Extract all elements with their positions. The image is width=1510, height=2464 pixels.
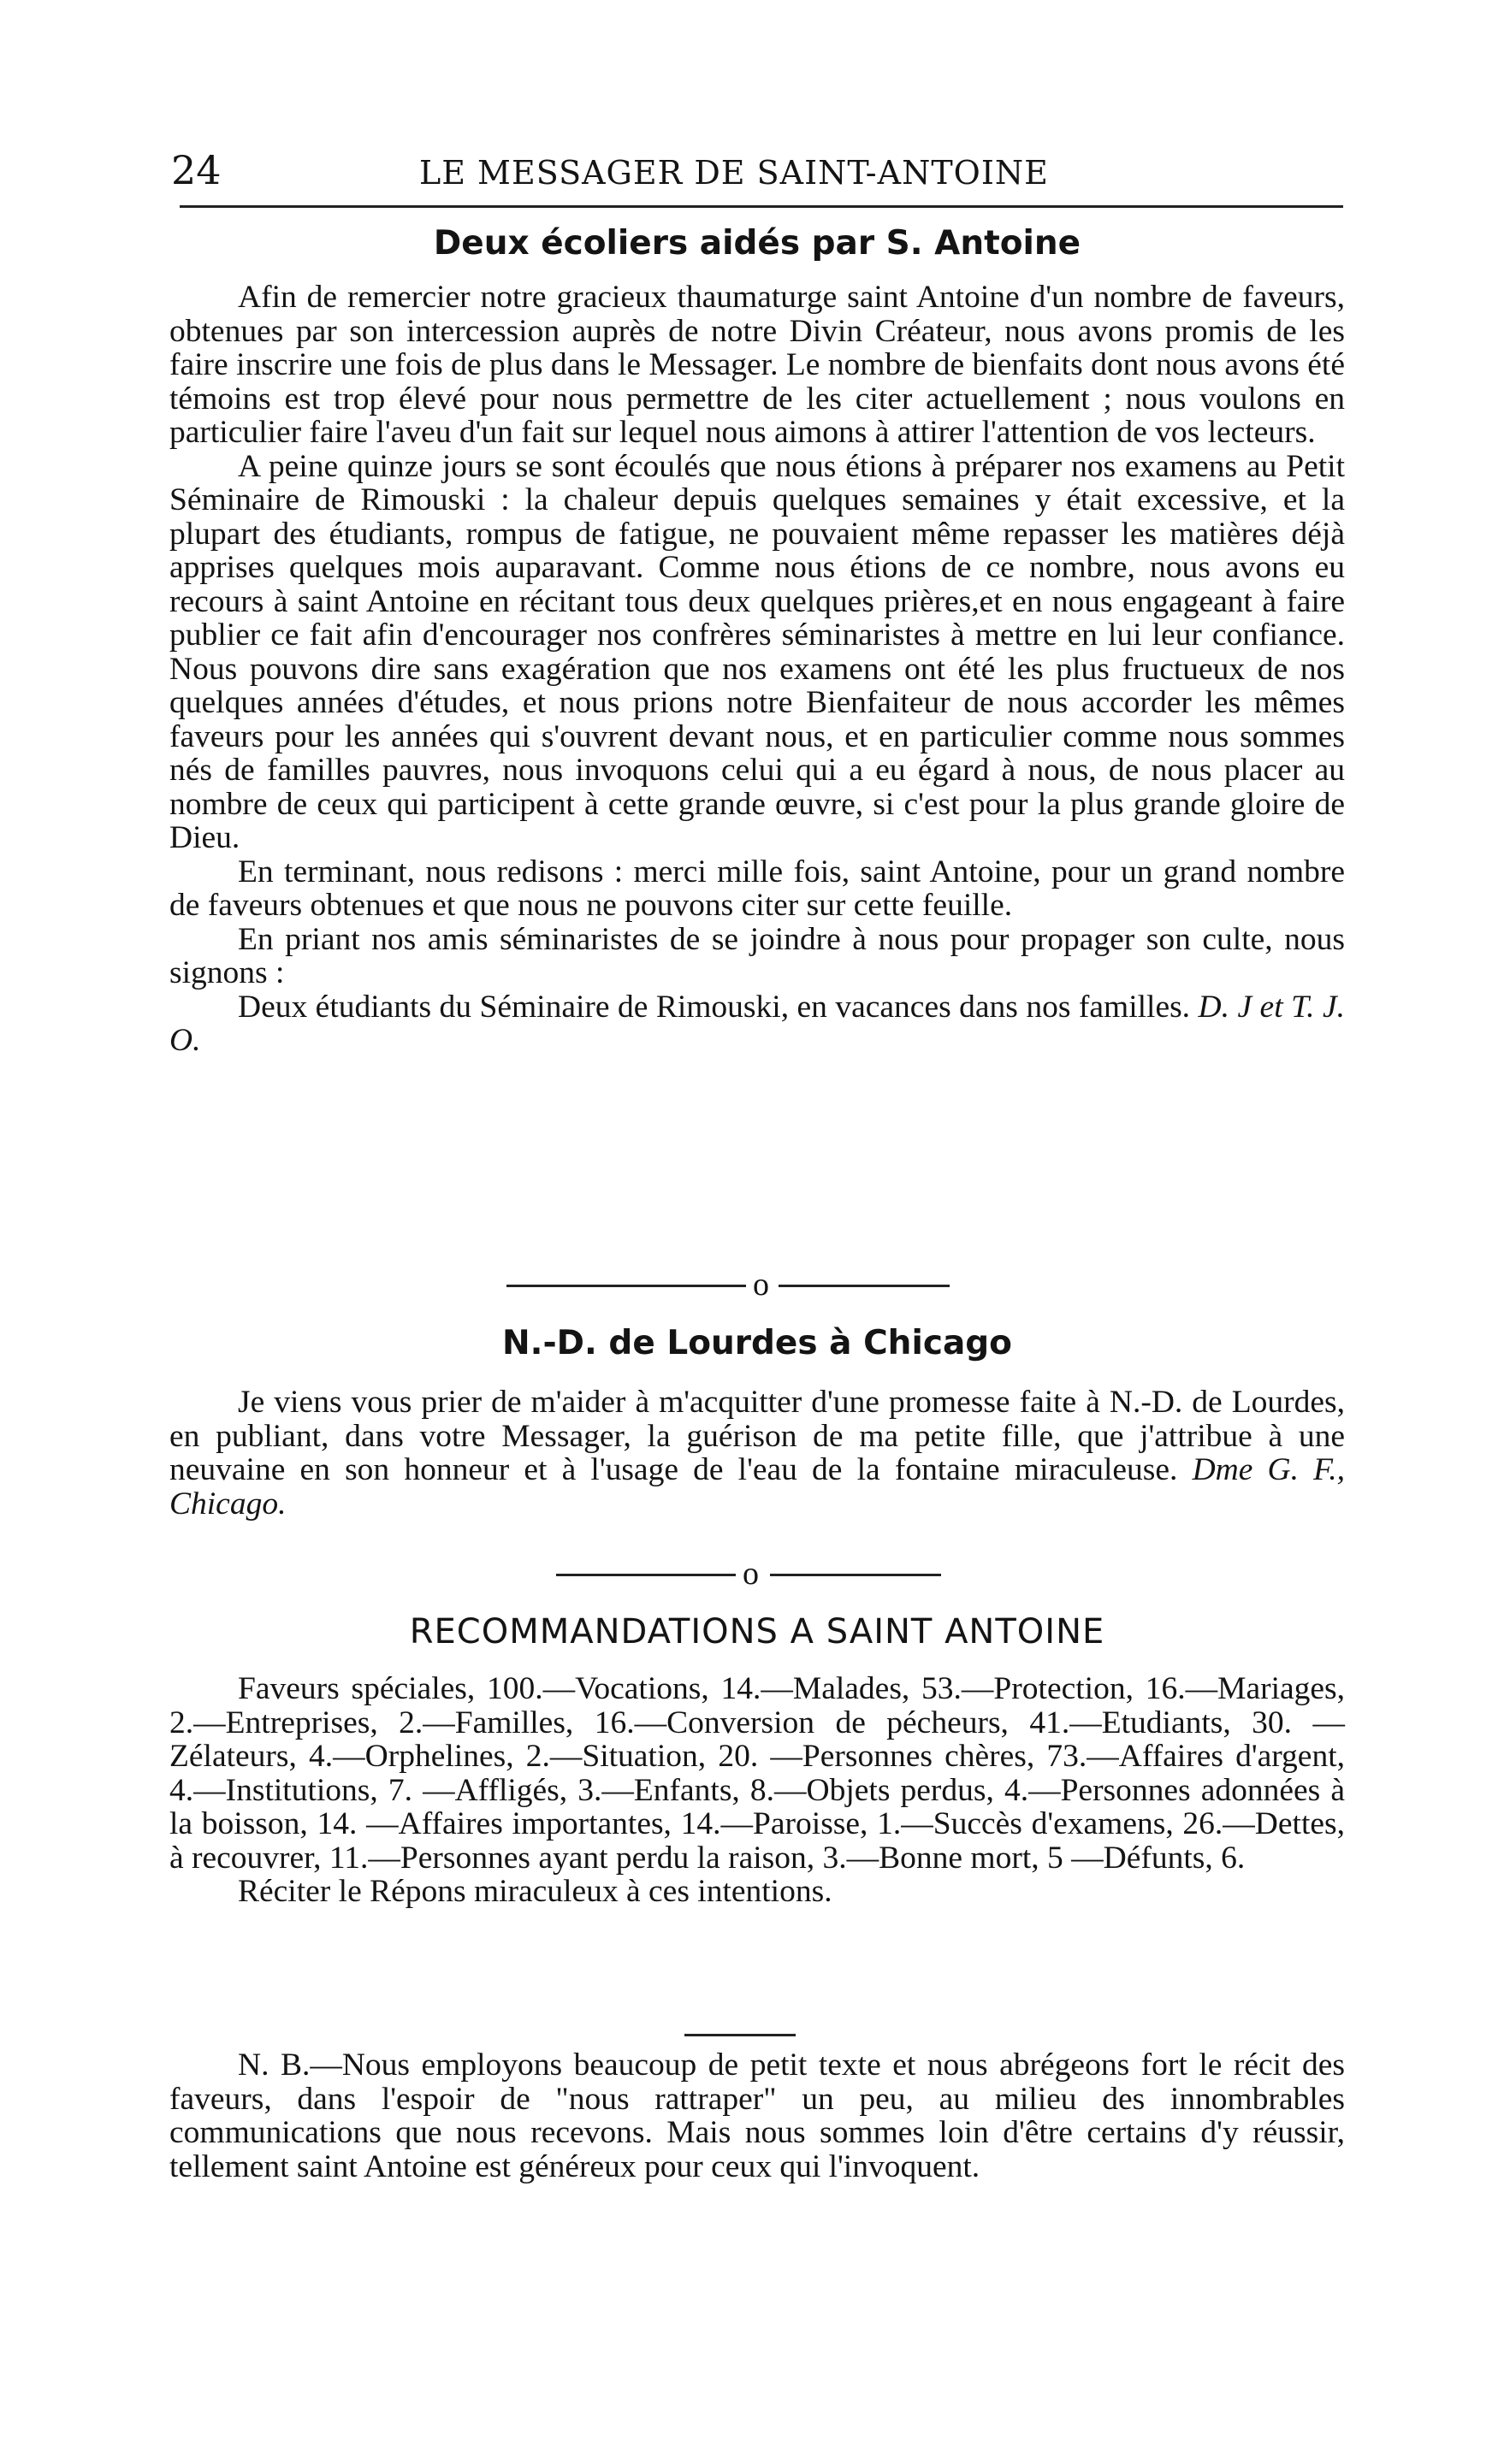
paragraph: En terminant, nous redisons : merci mille fois, saint Antoine, pour un grand nombre de faveurs obtenues et que nous ne pouvons citer sur cette feuille. bbox=[169, 854, 1345, 923]
section-title-deux-ecoliers: Deux écoliers aidés par S. Antoine bbox=[433, 224, 1081, 263]
note-nb bbox=[169, 2048, 1345, 2183]
page-number: 24 bbox=[171, 147, 222, 193]
signature: Dme G. F., Chicago. bbox=[169, 1452, 1345, 1522]
paragraph: Afin de remercier notre gracieux thaumaturge saint Antoine d'un nombre de faveurs, obtenues par son intercession auprès de notre Divin Créateur, nous avons promis de les faire inscrire une fois de plus dans le Messager. Le nombre de bienfaits dont nous avons été témoins est trop élevé pour nous permettre de les citer actuellement ; nous voulons en particulier faire l'aveu d'un fait sur lequel nous aimons à attirer l'attention de vos lecteurs. bbox=[169, 280, 1345, 450]
separator-mark: o bbox=[753, 1267, 769, 1303]
paragraph: En priant nos amis séminaristes de se joindre à nous pour propager son culte, nous signons : bbox=[169, 921, 1345, 990]
separator bbox=[556, 1555, 1001, 1598]
section-title-recommandations: RECOMMANDATIONS A SAINT ANTOINE bbox=[409, 1612, 1105, 1652]
short-rule bbox=[684, 2034, 796, 2036]
page-header bbox=[171, 147, 1352, 198]
article-deux-ecoliers bbox=[169, 281, 1345, 1058]
article-lourdes bbox=[169, 1386, 1345, 1521]
paragraph: N. B.—Nous employons beaucoup de petit texte et nous abrégeons fort le récit des faveurs, dans l'espoir de "nous rattraper" un peu, au milieu des innombrables communications que nous recevons. Mais nous sommes loin d'être certains d'y réussir, tellement saint Antoine est généreux pour ceux qui l'invoquent. bbox=[169, 2047, 1345, 2184]
paragraph: Faveurs spéciales, 100.—Vocations, 14.—Malades, 53.—Protection, 16.—Mariages, 2.—Entreprises, 2.—Familles, 16.—Conversion de pécheurs, 41.—Etudiants, 30. —Zélateurs, 4.—Orphelines, 2.—Situation, 20. —Personnes chères, 73.—Affaires d'argent, 4.—Institutions, 7. —Affligés, 3.—Enfants, 8.—Objets perdus, 4.—Personnes adonnées à la boisson, 14. —Affaires importantes, 14.—Paroisse, 1.—Succès d'examens, 26.—Dettes, à recouvrer, 11.—Personnes ayant perdu la raison, 3.—Bonne mort, 5 —Défunts, 6. bbox=[169, 1671, 1345, 1876]
separator-mark: o bbox=[743, 1556, 759, 1592]
paragraph: Réciter le Répons miraculeux à ces intentions. bbox=[238, 1874, 832, 1909]
separator bbox=[506, 1266, 1020, 1309]
closing-text: Deux étudiants du Séminaire de Rimouski, en vacances dans nos familles. bbox=[238, 989, 1191, 1025]
article-recommandations bbox=[169, 1672, 1345, 1909]
paragraph: Je viens vous prier de m'aider à m'acquitter d'une promesse faite à N.-D. de Lourdes, en publiant, dans votre Messager, la guérison de ma petite fille, que j'attribue à une neuvaine en son honneur et à l'usage de l'eau de la fontaine miraculeuse. Dme G. F., Chicago. bbox=[169, 1385, 1345, 1522]
header-rule bbox=[180, 205, 1343, 208]
paragraph: A peine quinze jours se sont écoulés que nous étions à préparer nos examens au Petit Séminaire de Rimouski : la chaleur depuis quelques semaines y était excessive, et la plupart des étudiants, rompus de fatigue, ne pouvaient même repasser les matières déjà apprises quelques mois auparavant. Comme nous étions de ce nombre, nous avons eu recours à saint Antoine en récitant tous deux quelques prières,et en nous engageant à faire publier ce fait afin d'encourager nos confrères séminaristes à mettre en lui leur confiance. Nous pouvons dire sans exagération que nos examens ont été les plus fructueux de nos quelques années d'études, et nous prions notre Bienfaiteur de nous accorder les mêmes faveurs pour les années qui s'ouvrent devant nous, et en particulier comme nous sommes nés de familles pauvres, nous invoquons celui qui a eu égard à nous, de nous placer au nombre de ceux qui participent à cette grande œuvre, si c'est pour la plus grande gloire de Dieu. bbox=[169, 448, 1345, 855]
paragraph bbox=[169, 990, 1345, 1058]
section-title-lourdes: N.-D. de Lourdes à Chicago bbox=[502, 1324, 1012, 1362]
running-title: LE MESSAGER DE SAINT-ANTOINE bbox=[419, 154, 1049, 192]
signature: D. J et T. J. O. bbox=[169, 989, 1345, 1058]
